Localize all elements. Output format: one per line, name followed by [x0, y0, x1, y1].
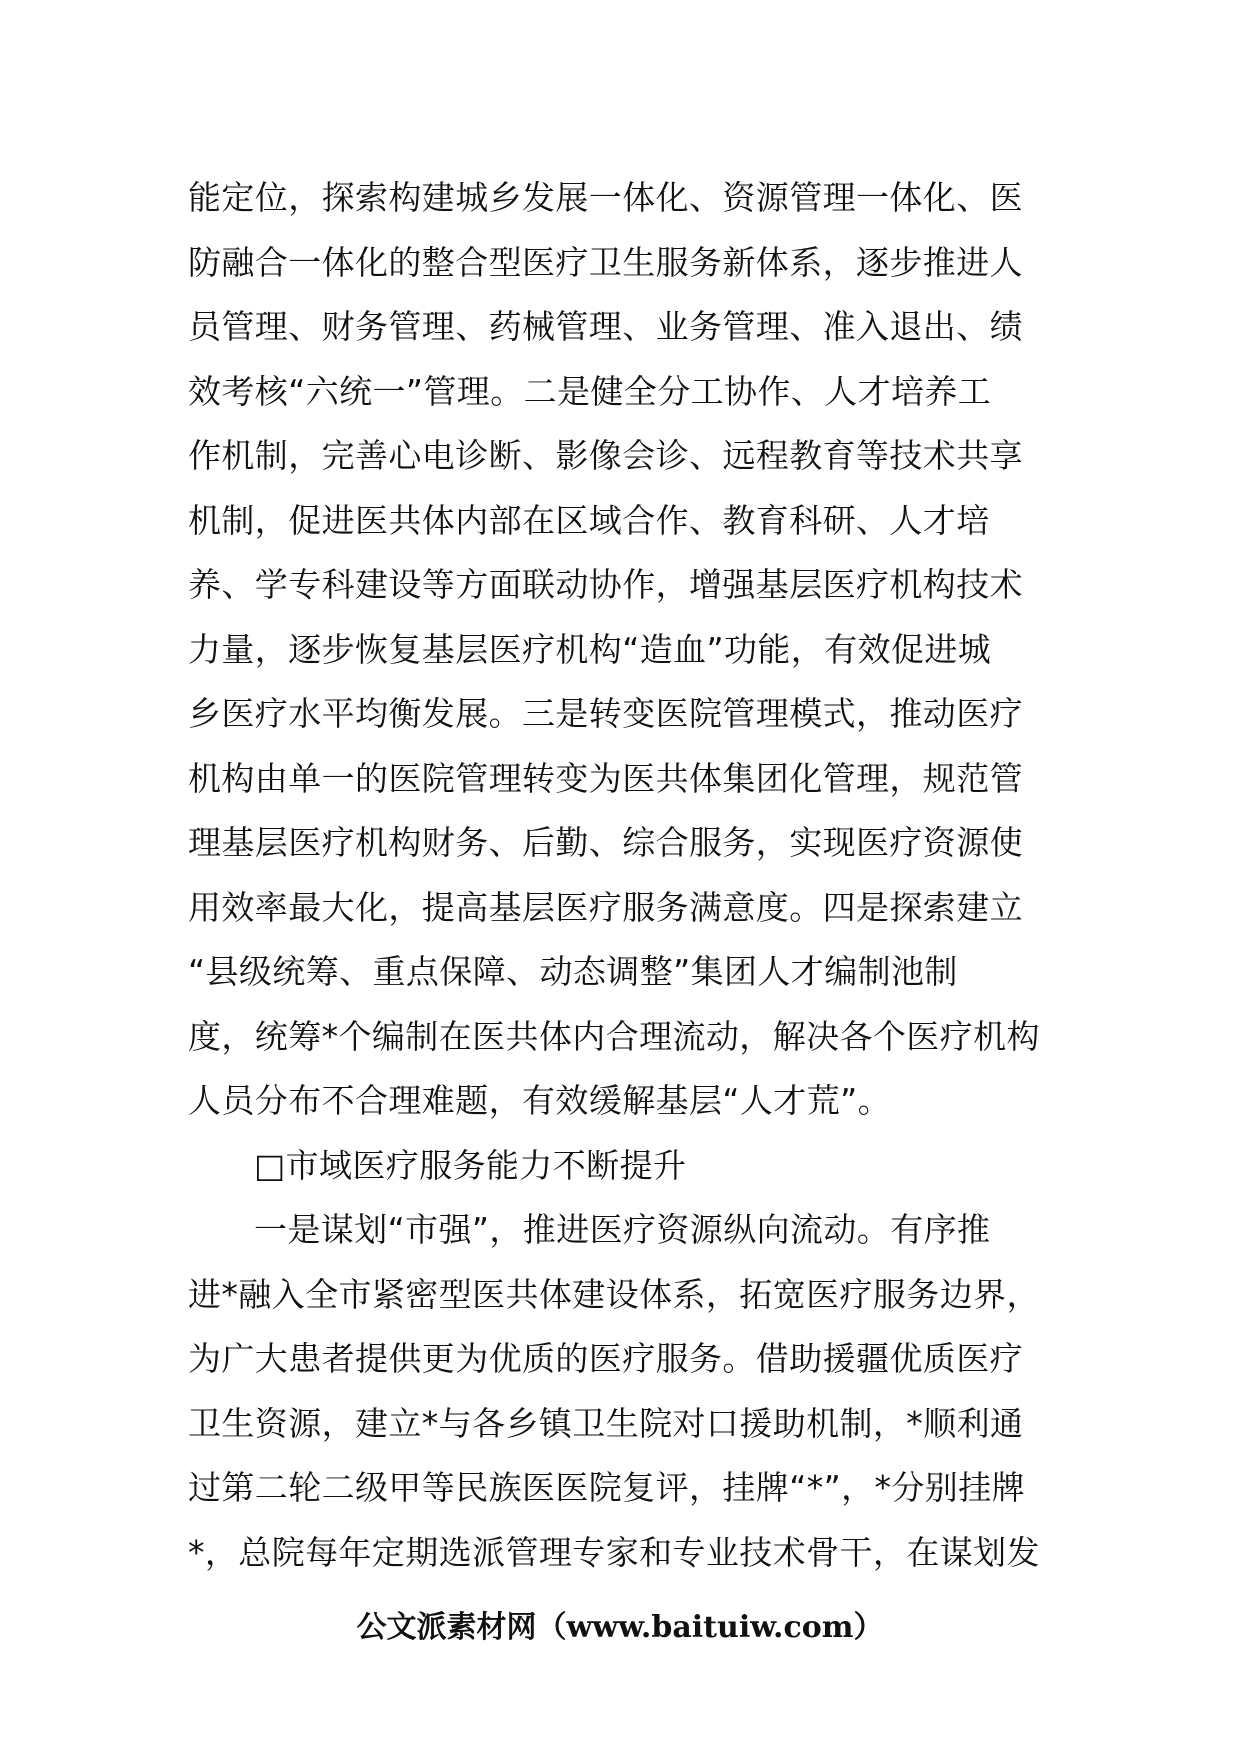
body-line: 进*融入全市紧密型医共体建设体系，拓宽医疗服务边界， [188, 1274, 1040, 1314]
body-line: 防融合一体化的整合型医疗卫生服务新体系，逐步推进人 [188, 242, 1023, 282]
body-line: 乡医疗水平均衡发展。三是转变医院管理模式，推动医疗 [188, 694, 1023, 733]
body-line: *，总院每年定期选派管理专家和专业技术骨干，在谋划发 [188, 1532, 1040, 1572]
body-line: 力量，逐步恢复基层医疗机构“造血”功能，有效促进城 [188, 629, 992, 669]
body-line: 理基层医疗机构财务、后勤、综合服务，实现医疗资源使 [188, 823, 1023, 862]
footer-watermark: 公文派素材网（www.baituiw.com） [356, 1610, 884, 1645]
body-line: 作机制，完善心电诊断、影像会诊、远程教育等技术共享 [188, 436, 1023, 475]
body-line: 机构由单一的医院管理转变为医共体集团化管理，规范管 [188, 758, 1023, 798]
body-line: 为广大患者提供更为优质的医疗服务。借助援疆优质医疗 [188, 1339, 1023, 1378]
body-line: 能定位，探索构建城乡发展一体化、资源管理一体化、医 [188, 178, 1023, 217]
body-line: 卫生资源，建立*与各乡镇卫生院对口援助机制，*顺利通 [188, 1403, 1024, 1443]
section-heading: □市域医疗服务能力不断提升 [254, 1145, 687, 1185]
body-line: 用效率最大化，提高基层医疗服务满意度。四是探索建立 [188, 887, 1023, 927]
document-body [188, 166, 1054, 1585]
body-line: 员管理、财务管理、药械管理、业务管理、准入退出、绩 [188, 307, 1023, 346]
body-line: 养、学专科建设等方面联动协作，增强基层医疗机构技术 [188, 565, 1023, 604]
body-line: 效考核“六统一”管理。二是健全分工协作、人才培养工 [188, 371, 992, 411]
body-line: 度，统筹*个编制在医共体内合理流动，解决各个医疗机构 [188, 1016, 1040, 1056]
body-line: 人员分布不合理难题，有效缓解基层“人才荒”。 [188, 1081, 891, 1120]
body-line: 过第二轮二级甲等民族医医院复评，挂牌“*”，*分别挂牌 [188, 1468, 1025, 1507]
body-line: 机制，促进医共体内部在区域合作、教育科研、人才培 [188, 500, 990, 540]
body-line: 一是谋划“市强”，推进医疗资源纵向流动。有序推 [254, 1210, 991, 1249]
body-line: “县级统筹、重点保障、动态调整”集团人才编制池制 [188, 952, 958, 991]
